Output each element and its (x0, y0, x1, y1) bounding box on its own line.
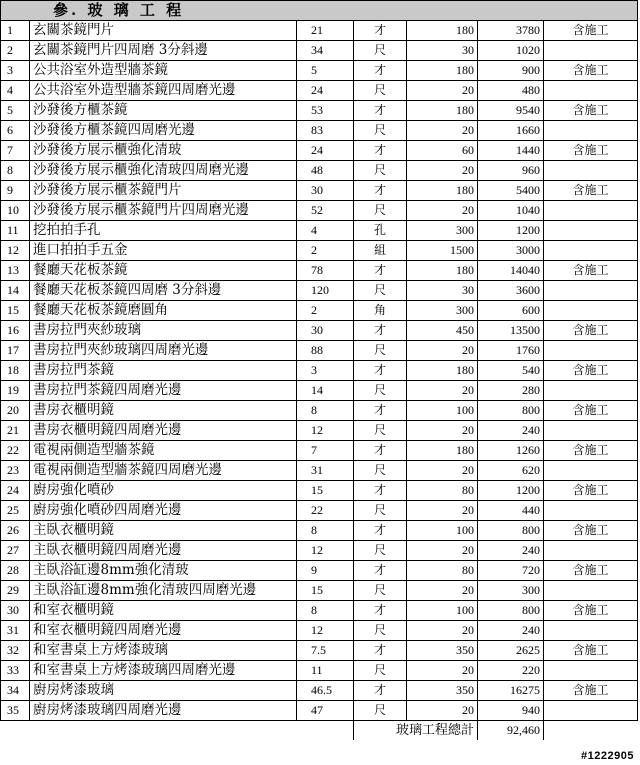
item-unit-price: 180 (407, 361, 478, 381)
item-name: 餐廳天花板茶鏡 (30, 261, 297, 281)
item-note: 含施工 (544, 261, 638, 281)
table-row (1, 681, 638, 701)
item-number: 32 (1, 641, 30, 661)
item-note: 含施工 (544, 641, 638, 661)
item-unit: 才 (354, 601, 407, 621)
table-row (1, 421, 638, 441)
table-row (1, 41, 638, 61)
item-quantity: 120 (297, 281, 354, 301)
item-number: 33 (1, 661, 30, 681)
item-note (544, 41, 638, 61)
item-quantity: 4 (297, 221, 354, 241)
item-name: 書房衣櫃明鏡 (30, 401, 297, 421)
item-unit-price: 180 (407, 261, 478, 281)
item-number: 24 (1, 481, 30, 501)
item-number: 13 (1, 261, 30, 281)
item-unit: 尺 (354, 701, 407, 721)
section-title-row (1, 1, 638, 21)
item-amount: 3000 (478, 241, 544, 261)
item-unit: 才 (354, 641, 407, 661)
item-quantity: 53 (297, 101, 354, 121)
item-note (544, 461, 638, 481)
item-number: 15 (1, 301, 30, 321)
item-unit: 尺 (354, 541, 407, 561)
item-quantity: 47 (297, 701, 354, 721)
item-quantity: 15 (297, 581, 354, 601)
item-unit-price: 300 (407, 301, 478, 321)
item-unit: 尺 (354, 621, 407, 641)
item-number: 10 (1, 201, 30, 221)
item-note (544, 661, 638, 681)
item-unit-price: 20 (407, 381, 478, 401)
item-amount: 1200 (478, 221, 544, 241)
item-amount: 1200 (478, 481, 544, 501)
item-amount: 3600 (478, 281, 544, 301)
item-unit: 尺 (354, 41, 407, 61)
item-name: 電視兩側造型牆茶鏡四周磨光邊 (30, 461, 297, 481)
table-row (1, 261, 638, 281)
item-note (544, 701, 638, 721)
item-unit-price: 350 (407, 641, 478, 661)
item-amount: 540 (478, 361, 544, 381)
item-unit: 才 (354, 261, 407, 281)
item-unit: 才 (354, 361, 407, 381)
item-number: 9 (1, 181, 30, 201)
item-note (544, 501, 638, 521)
table-row (1, 461, 638, 481)
item-name: 廚房強化噴砂 (30, 481, 297, 501)
item-note: 含施工 (544, 441, 638, 461)
total-value: 92,460 (478, 721, 544, 741)
item-amount: 960 (478, 161, 544, 181)
item-quantity: 2 (297, 241, 354, 261)
item-name: 書房拉門茶鏡 (30, 361, 297, 381)
item-unit-price: 20 (407, 121, 478, 141)
item-unit-price: 80 (407, 561, 478, 581)
table-row (1, 141, 638, 161)
item-number: 18 (1, 361, 30, 381)
item-amount: 1660 (478, 121, 544, 141)
item-note (544, 621, 638, 641)
item-unit: 才 (354, 21, 407, 41)
item-note (544, 421, 638, 441)
item-number: 12 (1, 241, 30, 261)
item-name: 進口拍拍手五金 (30, 241, 297, 261)
item-name: 主臥衣櫃明鏡四周磨光邊 (30, 541, 297, 561)
item-number: 26 (1, 521, 30, 541)
table-row (1, 481, 638, 501)
item-note (544, 241, 638, 261)
table-row (1, 701, 638, 721)
item-quantity: 88 (297, 341, 354, 361)
item-note: 含施工 (544, 61, 638, 81)
table-row (1, 381, 638, 401)
item-unit: 尺 (354, 581, 407, 601)
item-name: 和室書桌上方烤漆玻璃四周磨光邊 (30, 661, 297, 681)
item-name: 廚房強化噴砂四周磨光邊 (30, 501, 297, 521)
item-name: 公共浴室外造型牆茶鏡 (30, 61, 297, 81)
item-note: 含施工 (544, 521, 638, 541)
item-amount: 1760 (478, 341, 544, 361)
item-unit: 尺 (354, 421, 407, 441)
item-number: 30 (1, 601, 30, 621)
item-unit: 尺 (354, 121, 407, 141)
item-unit-price: 180 (407, 441, 478, 461)
item-name: 公共浴室外造型牆茶鏡四周磨光邊 (30, 81, 297, 101)
table-row (1, 281, 638, 301)
item-name: 沙發後方展示櫃茶鏡門片四周磨光邊 (30, 201, 297, 221)
item-name: 餐廳天花板茶鏡磨圓角 (30, 301, 297, 321)
item-note (544, 221, 638, 241)
item-unit: 才 (354, 61, 407, 81)
item-unit-price: 20 (407, 81, 478, 101)
table-row (1, 581, 638, 601)
item-name: 電視兩側造型牆茶鏡 (30, 441, 297, 461)
item-unit-price: 20 (407, 421, 478, 441)
item-number: 8 (1, 161, 30, 181)
item-name: 廚房烤漆玻璃四周磨光邊 (30, 701, 297, 721)
item-unit: 尺 (354, 381, 407, 401)
item-unit-price: 180 (407, 181, 478, 201)
item-quantity: 21 (297, 21, 354, 41)
item-unit: 尺 (354, 461, 407, 481)
item-amount: 1260 (478, 441, 544, 461)
item-note: 含施工 (544, 101, 638, 121)
item-unit-price: 80 (407, 481, 478, 501)
table-row (1, 81, 638, 101)
item-amount: 3780 (478, 21, 544, 41)
item-name: 書房拉門茶鏡四周磨光邊 (30, 381, 297, 401)
item-unit-price: 100 (407, 601, 478, 621)
item-quantity: 2 (297, 301, 354, 321)
item-quantity: 46.5 (297, 681, 354, 701)
item-number: 17 (1, 341, 30, 361)
item-note: 含施工 (544, 21, 638, 41)
item-name: 和室衣櫃明鏡四周磨光邊 (30, 621, 297, 641)
item-name: 沙發後方展示櫃強化清玻 (30, 141, 297, 161)
item-note: 含施工 (544, 181, 638, 201)
item-number: 2 (1, 41, 30, 61)
item-unit-price: 350 (407, 681, 478, 701)
item-note (544, 161, 638, 181)
total-label: 玻璃工程總計 (354, 721, 478, 741)
total-row (1, 721, 638, 741)
item-amount: 800 (478, 601, 544, 621)
item-quantity: 12 (297, 621, 354, 641)
item-number: 21 (1, 421, 30, 441)
item-note: 含施工 (544, 561, 638, 581)
item-quantity: 24 (297, 81, 354, 101)
item-name: 主臥浴缸邊8mm強化清玻 (30, 561, 297, 581)
item-number: 34 (1, 681, 30, 701)
item-unit-price: 20 (407, 501, 478, 521)
item-number: 5 (1, 101, 30, 121)
item-unit: 才 (354, 401, 407, 421)
item-unit-price: 100 (407, 401, 478, 421)
item-unit: 才 (354, 561, 407, 581)
table-row (1, 221, 638, 241)
item-unit-price: 20 (407, 581, 478, 601)
item-note (544, 341, 638, 361)
item-name: 沙發後方櫃茶鏡四周磨光邊 (30, 121, 297, 141)
item-amount: 800 (478, 521, 544, 541)
item-quantity: 8 (297, 521, 354, 541)
item-number: 20 (1, 401, 30, 421)
item-quantity: 52 (297, 201, 354, 221)
item-quantity: 8 (297, 601, 354, 621)
item-note: 含施工 (544, 321, 638, 341)
item-unit-price: 60 (407, 141, 478, 161)
item-number: 25 (1, 501, 30, 521)
table-row (1, 241, 638, 261)
item-number: 16 (1, 321, 30, 341)
item-unit-price: 20 (407, 621, 478, 641)
item-amount: 5400 (478, 181, 544, 201)
watermark-id: #1222905 (581, 750, 634, 762)
table-row (1, 101, 638, 121)
item-unit-price: 180 (407, 61, 478, 81)
item-unit: 角 (354, 301, 407, 321)
item-number: 28 (1, 561, 30, 581)
item-unit-price: 100 (407, 521, 478, 541)
item-quantity: 30 (297, 321, 354, 341)
item-amount: 600 (478, 301, 544, 321)
item-note (544, 541, 638, 561)
table-row (1, 361, 638, 381)
item-amount: 240 (478, 421, 544, 441)
item-name: 和室書桌上方烤漆玻璃 (30, 641, 297, 661)
table-row (1, 161, 638, 181)
item-amount: 1440 (478, 141, 544, 161)
item-quantity: 5 (297, 61, 354, 81)
item-name: 沙發後方展示櫃茶鏡門片 (30, 181, 297, 201)
item-unit-price: 30 (407, 281, 478, 301)
table-row (1, 121, 638, 141)
item-number: 35 (1, 701, 30, 721)
item-quantity: 34 (297, 41, 354, 61)
item-quantity: 24 (297, 141, 354, 161)
item-quantity: 12 (297, 541, 354, 561)
table-row (1, 181, 638, 201)
item-name: 沙發後方櫃茶鏡 (30, 101, 297, 121)
item-quantity: 31 (297, 461, 354, 481)
item-unit: 尺 (354, 81, 407, 101)
table-row (1, 441, 638, 461)
item-amount: 280 (478, 381, 544, 401)
item-unit: 孔 (354, 221, 407, 241)
item-number: 29 (1, 581, 30, 601)
item-amount: 240 (478, 621, 544, 641)
item-unit-price: 450 (407, 321, 478, 341)
item-name: 挖拍拍手孔 (30, 221, 297, 241)
item-quantity: 48 (297, 161, 354, 181)
item-quantity: 83 (297, 121, 354, 141)
item-note (544, 81, 638, 101)
item-amount: 440 (478, 501, 544, 521)
item-number: 6 (1, 121, 30, 141)
item-number: 14 (1, 281, 30, 301)
item-unit: 才 (354, 321, 407, 341)
item-unit-price: 20 (407, 461, 478, 481)
table-row (1, 541, 638, 561)
item-unit-price: 20 (407, 661, 478, 681)
item-quantity: 12 (297, 421, 354, 441)
item-unit: 才 (354, 101, 407, 121)
item-unit: 尺 (354, 661, 407, 681)
item-number: 23 (1, 461, 30, 481)
item-name: 書房拉門夾紗玻璃四周磨光邊 (30, 341, 297, 361)
item-number: 27 (1, 541, 30, 561)
item-number: 19 (1, 381, 30, 401)
item-number: 7 (1, 141, 30, 161)
total-row-end (544, 721, 638, 741)
item-unit-price: 20 (407, 341, 478, 361)
item-note: 含施工 (544, 401, 638, 421)
item-unit-price: 1500 (407, 241, 478, 261)
item-note (544, 301, 638, 321)
item-note: 含施工 (544, 141, 638, 161)
item-note: 含施工 (544, 601, 638, 621)
table-row (1, 601, 638, 621)
item-name: 沙發後方展示櫃強化清玻四周磨光邊 (30, 161, 297, 181)
item-amount: 14040 (478, 261, 544, 281)
item-note: 含施工 (544, 481, 638, 501)
item-unit: 尺 (354, 281, 407, 301)
item-unit: 才 (354, 181, 407, 201)
table-row (1, 661, 638, 681)
table-row (1, 561, 638, 581)
item-amount: 800 (478, 401, 544, 421)
item-name: 主臥浴缸邊8mm強化清玻四周磨光邊 (30, 581, 297, 601)
item-quantity: 30 (297, 181, 354, 201)
item-number: 4 (1, 81, 30, 101)
table-row (1, 641, 638, 661)
item-note: 含施工 (544, 681, 638, 701)
item-amount: 480 (478, 81, 544, 101)
item-amount: 900 (478, 61, 544, 81)
item-name: 廚房烤漆玻璃 (30, 681, 297, 701)
item-quantity: 15 (297, 481, 354, 501)
item-quantity: 9 (297, 561, 354, 581)
item-name: 書房衣櫃明鏡四周磨光邊 (30, 421, 297, 441)
item-unit: 才 (354, 681, 407, 701)
table-row (1, 401, 638, 421)
item-quantity: 7.5 (297, 641, 354, 661)
item-unit-price: 180 (407, 21, 478, 41)
item-amount: 16275 (478, 681, 544, 701)
item-note (544, 121, 638, 141)
table-row (1, 301, 638, 321)
item-name: 和室衣櫃明鏡 (30, 601, 297, 621)
item-quantity: 8 (297, 401, 354, 421)
item-unit: 尺 (354, 161, 407, 181)
item-note (544, 201, 638, 221)
item-name: 主臥衣櫃明鏡 (30, 521, 297, 541)
item-unit: 組 (354, 241, 407, 261)
item-amount: 940 (478, 701, 544, 721)
item-number: 3 (1, 61, 30, 81)
item-number: 11 (1, 221, 30, 241)
item-unit: 才 (354, 141, 407, 161)
item-unit-price: 20 (407, 701, 478, 721)
item-unit-price: 300 (407, 221, 478, 241)
total-row-spacer (1, 721, 354, 741)
item-name: 玄關茶鏡門片四周磨 3分斜邊 (30, 41, 297, 61)
item-name: 玄關茶鏡門片 (30, 21, 297, 41)
item-quantity: 78 (297, 261, 354, 281)
item-amount: 620 (478, 461, 544, 481)
item-amount: 9540 (478, 101, 544, 121)
table-row (1, 341, 638, 361)
item-quantity: 11 (297, 661, 354, 681)
item-amount: 1040 (478, 201, 544, 221)
item-name: 書房拉門夾紗玻璃 (30, 321, 297, 341)
item-amount: 220 (478, 661, 544, 681)
item-quantity: 7 (297, 441, 354, 461)
table-row (1, 21, 638, 41)
table-row (1, 501, 638, 521)
item-amount: 2625 (478, 641, 544, 661)
item-note (544, 281, 638, 301)
table-row (1, 201, 638, 221)
item-unit: 尺 (354, 501, 407, 521)
item-amount: 240 (478, 541, 544, 561)
item-quantity: 3 (297, 361, 354, 381)
item-note: 含施工 (544, 361, 638, 381)
item-unit-price: 180 (407, 101, 478, 121)
item-unit: 尺 (354, 341, 407, 361)
item-quantity: 14 (297, 381, 354, 401)
item-unit: 才 (354, 481, 407, 501)
item-unit: 才 (354, 441, 407, 461)
item-unit-price: 20 (407, 201, 478, 221)
item-unit-price: 20 (407, 161, 478, 181)
item-note (544, 581, 638, 601)
table-row (1, 321, 638, 341)
item-amount: 300 (478, 581, 544, 601)
item-unit-price: 20 (407, 541, 478, 561)
item-number: 31 (1, 621, 30, 641)
item-amount: 1020 (478, 41, 544, 61)
table-row (1, 521, 638, 541)
item-unit: 尺 (354, 201, 407, 221)
item-quantity: 22 (297, 501, 354, 521)
item-amount: 13500 (478, 321, 544, 341)
item-unit: 才 (354, 521, 407, 541)
item-note (544, 381, 638, 401)
table-row (1, 61, 638, 81)
item-name: 餐廳天花板茶鏡四周磨 3分斜邊 (30, 281, 297, 301)
item-unit-price: 30 (407, 41, 478, 61)
item-number: 1 (1, 21, 30, 41)
item-amount: 720 (478, 561, 544, 581)
item-number: 22 (1, 441, 30, 461)
section-title: 參. 玻 璃 工 程 (1, 1, 638, 21)
table-row (1, 621, 638, 641)
